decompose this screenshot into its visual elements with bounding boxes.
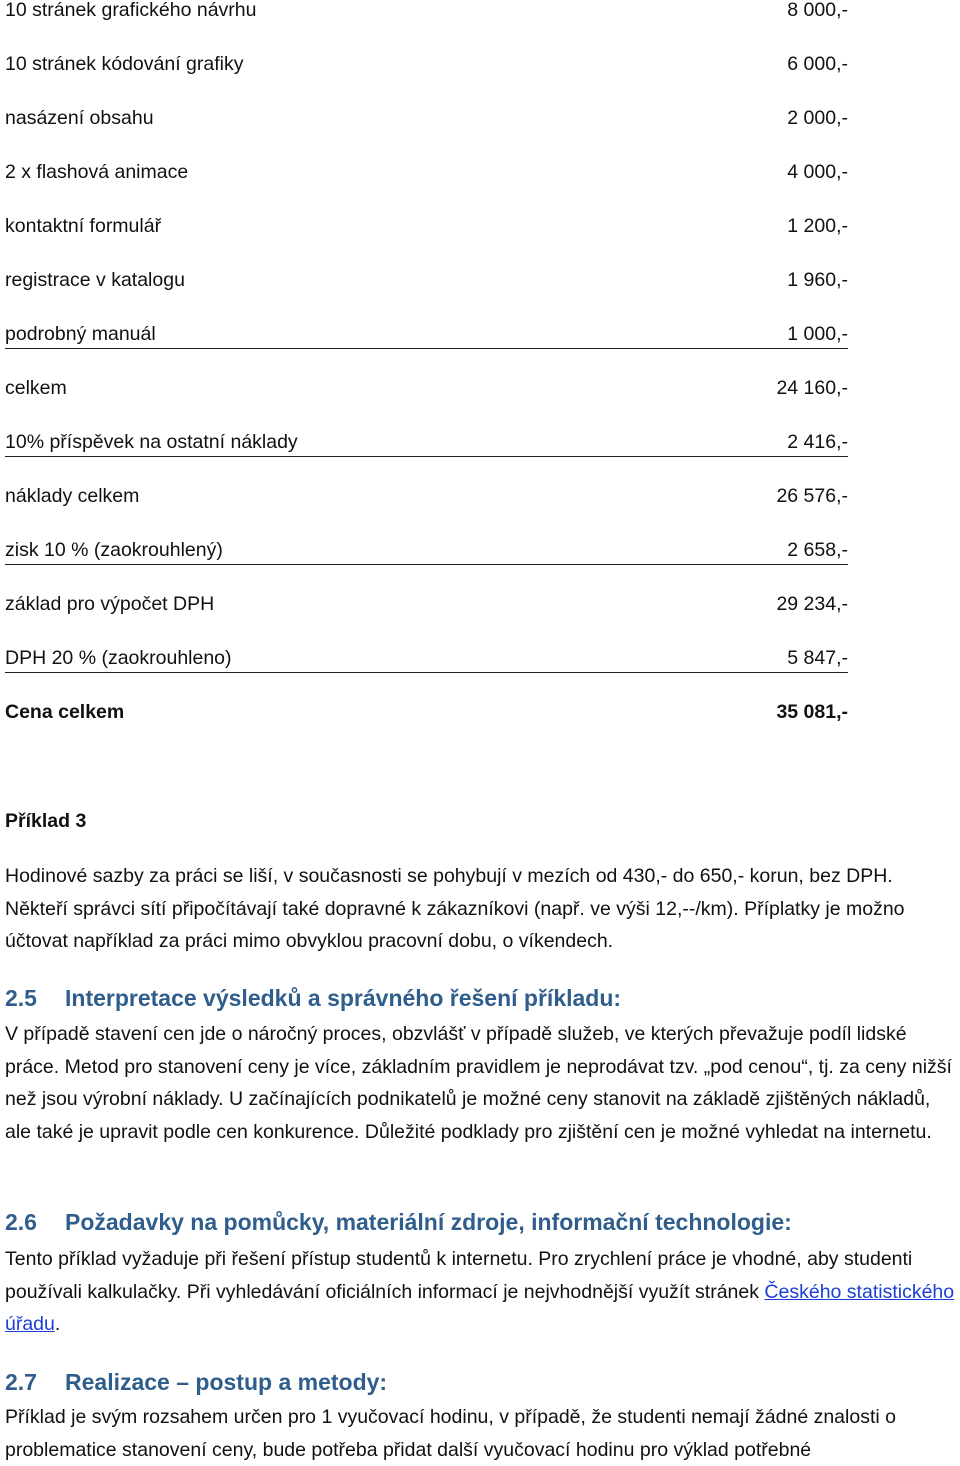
cost-amount: 1 000,- [787,323,848,345]
cost-label: 10 stránek kódování grafiky [5,53,244,75]
section-title: Požadavky na pomůcky, materiální zdroje, informační technologie: [65,1209,792,1235]
cost-amount: 2 000,- [787,107,848,129]
cost-row [5,0,848,24]
cost-amount: 5 847,- [787,647,848,669]
cost-row-subtotal [5,591,848,618]
cost-label: základ pro výpočet DPH [5,593,215,615]
cost-row-underlined [5,321,848,349]
cost-label: 10 stránek grafického návrhu [5,0,257,21]
cost-amount: 26 576,- [776,485,848,507]
section-number: 2.6 [5,1209,37,1235]
cost-row-underlined [5,429,848,457]
cost-label: DPH 20 % (zaokrouhleno) [5,647,232,669]
cost-label: celkem [5,377,67,399]
cost-amount: 2 416,- [787,431,848,453]
cost-row [5,51,848,78]
cost-amount: 1 200,- [787,215,848,237]
section-heading-2-6 [5,1207,792,1237]
cost-label: kontaktní formulář [5,215,162,237]
section-paragraph-2-5: V případě stavení cen jde o náročný proces, obzvlášť v případě služeb, ve kterých převažuje podíl lidské práce. Metod pro stanovení ceny je více, základním pravidlem je neprodávat tzv. „pod cenou“, tj. za ceny nižší než jsou výrobní náklady. U začínajících podnikatelů je možné ceny stanovit na základě zjištěných nákladů, ale také je upravit podle cen konkurence. Důležité podklady pro zjištění cen je možné vyhledat na internetu. [5,1023,952,1143]
paragraph-text: Tento příklad vyžaduje při řešení přístup studentů k internetu. Pro zrychlení práce je vhodné, aby studenti používali kalkulačky. Při vyhledávání oficiálních informací je nejvhodnější využít stránek [5,1248,913,1303]
paragraph-end: . [54,1313,61,1335]
example-heading: Příklad 3 [5,810,87,832]
czso-link[interactable]: Českého statistického úřadu [5,1280,955,1335]
cost-amount: 6 000,- [787,53,848,75]
cost-row-subtotal [5,483,848,510]
cost-amount: 8 000,- [787,0,848,21]
cost-row-total [5,699,848,726]
cost-row-underlined [5,645,848,673]
section-title: Interpretace výsledků a správného řešení příkladu: [65,985,622,1011]
section-number: 2.7 [5,1369,37,1395]
total-label: Cena celkem [5,701,125,723]
cost-label: podrobný manuál [5,323,156,345]
section-paragraph-2-6 [5,1243,955,1341]
section-title: Realizace – postup a metody: [65,1369,388,1395]
cost-label: registrace v katalogu [5,269,185,291]
cost-row-subtotal [5,375,848,402]
section-heading-2-7 [5,1367,387,1397]
section-heading-2-5 [5,983,621,1013]
cost-amount: 29 234,- [776,593,848,615]
cost-row-underlined [5,537,848,565]
cost-row [5,159,848,186]
total-amount: 35 081,- [776,701,848,723]
cost-amount: 2 658,- [787,539,848,561]
cost-label: nasázení obsahu [5,107,154,129]
cost-row [5,105,848,132]
section-paragraph-2-7: Příklad je svým rozsahem určen pro 1 vyučovací hodinu, v případě, že studenti nemají žádné znalosti o problematice stanovení ceny, bude potřeba přidat další vyučovací hodinu pro výklad potřebné [5,1406,896,1461]
cost-label: 10% příspěvek na ostatní náklady [5,431,298,453]
cost-row [5,267,848,294]
cost-row [5,213,848,240]
section-number: 2.5 [5,985,37,1011]
cost-amount: 1 960,- [787,269,848,291]
cost-label: zisk 10 % (zaokrouhlený) [5,539,223,561]
cost-amount: 4 000,- [787,161,848,183]
cost-label: 2 x flashová animace [5,161,189,183]
cost-label: náklady celkem [5,485,140,507]
example-paragraph: Hodinové sazby za práci se liší, v současnosti se pohybují v mezích od 430,- do 650,- korun, bez DPH. Někteří správci sítí připočítávají také dopravné k zákazníkovi (např. ve výši 12,--/km). Příplatky je možno účtovat například za práci mimo obvyklou pracovní dobu, o víkendech. [5,865,905,952]
cost-amount: 24 160,- [776,377,848,399]
